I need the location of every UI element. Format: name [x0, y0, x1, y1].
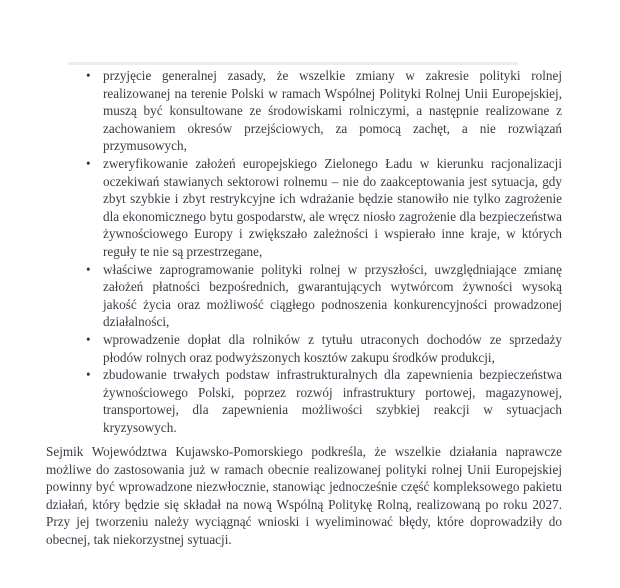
bullet-text: zweryfikowanie założeń europejskiego Zielonego Ładu w kierunku racjonalizacji oczekiwań stawianych sektorowi rolnemu – nie do zaakceptowania jest sytuacja, gdy zbyt szybkie i zbyt restrykcyjne ich wdrażanie będzie stanowiło nie tylko zagrożenie dla ekonomicznego bytu gospodarstw, ale wręcz niosło zagrożenie dla bezpieczeństwa żywnościowego Europy i zwiększało zależności i wspierało inne kraje, w których reguły te nie są przestrzegane,	[103, 155, 562, 259]
list-item	[86, 366, 562, 436]
bullet-text: właściwe zaprogramowanie polityki rolnej w przyszłości, uwzględniające zmianę założeń płatności bezpośrednich, gwarantujących wytwórcom żywności wysoką jakość życia oraz możliwość ciągłego podnoszenia konkurencyjności prowadzonej działalności,	[103, 261, 562, 330]
list-item	[86, 155, 562, 261]
scan-artifact-line	[68, 62, 518, 65]
document-content	[46, 67, 562, 549]
bullet-text: wprowadzenie dopłat dla rolników z tytułu utraconych dochodów ze sprzedaży płodów rolnych oraz podwyższonych kosztów zakupu środków produkcji,	[103, 331, 562, 365]
bullet-icon: •	[86, 331, 91, 347]
bullet-icon: •	[86, 155, 91, 171]
list-item	[86, 261, 562, 331]
bullet-icon: •	[86, 261, 91, 277]
bullet-text: przyjęcie generalnej zasady, że wszelkie zmiany w zakresie polityki rolnej realizowanej na terenie Polski w ramach Wspólnej Polityki Rolnej Unii Europejskiej, muszą być konsultowane ze środowiskami rolniczymi, a następnie realizowane z zachowaniem okresów przejściowych, za pomocą zachęt, a nie rozwiązań przymusowych,	[103, 68, 562, 154]
list-item	[86, 67, 562, 155]
bullet-icon: •	[86, 367, 91, 383]
bullet-text: zbudowanie trwałych podstaw infrastrukturalnych dla zapewnienia bezpieczeństwa żywnościowego Polski, poprzez rozwój infrastruktury portowej, magazynowej, transportowej, dla zapewnienia możliwości szybkiej reakcji w sytuacjach kryzysowych.	[103, 367, 562, 435]
bullet-icon: •	[86, 68, 91, 83]
bullet-list	[46, 67, 562, 436]
list-item	[86, 331, 562, 366]
closing-paragraph: Sejmik Województwa Kujawsko-Pomorskiego podkreśla, że wszelkie działania naprawcze możliwe do zastosowania już w ramach obecnie realizowanej polityki rolnej Unii Europejskiej powinny być wprowadzone niezwłocznie, stanowiąc jednocześnie część kompleksowego pakietu działań, który będzie się składał na nową Wspólną Politykę Rolną, realizowaną po roku 2027. Przy jej tworzeniu należy wyciągnąć wnioski i wyeliminować błędy, które doprowadziły do obecnej, tak niekorzystnej sytuacji.	[46, 443, 562, 547]
